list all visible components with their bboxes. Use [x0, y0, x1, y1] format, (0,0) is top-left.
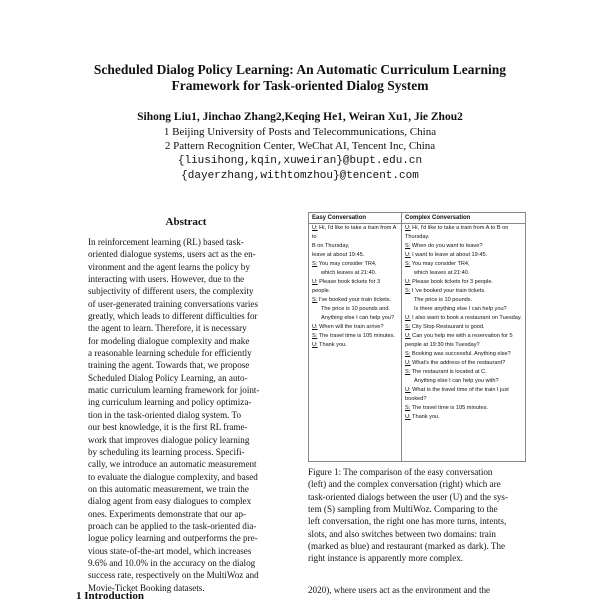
utterance-text: The travel time is 105 minutes.: [318, 333, 395, 339]
utterance-text: Can you help me with a reservation for 5: [412, 333, 513, 339]
utterance-text: The restaurant is located at C.: [411, 369, 487, 375]
utterance-text: I also want to book a restaurant on Tuesday.: [412, 315, 522, 321]
abstract-line: ing curriculum learning and policy optimiza-: [88, 397, 252, 408]
utterance-text: I 've booked your train tickets.: [411, 288, 486, 294]
dialog-turn-line: [309, 332, 401, 341]
speaker-tag: S:: [405, 351, 411, 357]
speaker-tag: U:: [405, 333, 411, 339]
dialog-turn-line: [402, 413, 525, 422]
dialog-turn-line: [309, 323, 401, 332]
utterance-text: Please book tickets for 3 people.: [312, 279, 381, 294]
utterance-text: B on Thursday,: [312, 243, 350, 249]
dialog-turn-line: [309, 314, 401, 323]
caption-line: left conversation, the right one has more turns, intents,: [308, 516, 507, 527]
dialog-turn-line: [402, 251, 525, 260]
dialog-turn-line: [402, 395, 525, 404]
dialog-turn-line: [402, 224, 525, 233]
abstract-line: the agent to learn. Therefore, it is necessary: [88, 323, 247, 334]
abstract-heading: Abstract: [165, 216, 207, 228]
abstract-line: In reinforcement learning (RL) based task-: [88, 237, 244, 247]
utterance-text: When do you want to leave?: [411, 243, 483, 249]
abstract-line: our best knowledge, it is the first RL frame-: [88, 422, 248, 433]
caption-line: task-oriented dialogs between the user (U) and the sys-: [308, 491, 509, 502]
utterance-text: Thursday.: [405, 234, 430, 240]
easy-conversation-column: [309, 213, 402, 461]
utterance-text: Anything else I can help you?: [321, 315, 395, 321]
utterance-text: Is there anything else I can help you?: [414, 306, 507, 312]
speaker-tag: U:: [312, 225, 318, 231]
abstract-line: work that improves dialogue policy learning: [88, 434, 250, 445]
dialog-turn-line: [309, 224, 401, 242]
abstract-line: subjectivity of different users, the complexity: [88, 286, 254, 297]
easy-conversation-header: Easy Conversation: [309, 213, 401, 224]
utterance-text: The price is 10 pounds.: [414, 297, 473, 303]
utterance-text: City Stop Restaurant is good.: [411, 324, 485, 330]
speaker-tag: S:: [405, 261, 411, 267]
easy-conversation-turns: [309, 224, 401, 350]
complex-conversation-header: Complex Conversation: [402, 213, 525, 224]
complex-conversation-turns: [402, 224, 525, 422]
figure-1-caption: [308, 466, 524, 565]
speaker-tag: U:: [405, 360, 411, 366]
utterance-text: which leaves at 21:40.: [321, 270, 377, 276]
affiliation-2: 2 Pattern Recognition Center, WeChat AI, Tencent Inc, China: [164, 140, 436, 152]
email-line-2: {dayerzhang,withtomzhou}@tencent.com: [181, 170, 419, 182]
abstract-line: interacting with users. However, due to the: [88, 274, 245, 285]
utterance-text: What is the travel time of the train I just: [412, 387, 509, 393]
speaker-tag: S:: [405, 405, 411, 411]
dialog-turn-line: [309, 305, 401, 314]
speaker-tag: S:: [405, 288, 411, 294]
utterance-text: I've booked your train tickets.: [318, 297, 392, 303]
dialog-turn-line: [402, 323, 525, 332]
speaker-tag: S:: [405, 324, 411, 330]
dialog-turn-line: [402, 332, 525, 341]
speaker-tag: U:: [405, 414, 411, 420]
dialog-turn-line: [402, 350, 525, 359]
caption-line: tem (S) sampling from MultiWoz. Comparing to the: [308, 504, 498, 515]
dialog-turn-line: [309, 242, 401, 251]
abstract-line: Movie-Ticket Booking datasets.: [88, 582, 205, 593]
abstract-line: to evaluate the dialogue complexity, and based: [88, 471, 258, 482]
speaker-tag: U:: [405, 252, 411, 258]
abstract-line: by scheduling its learning process. Specifi-: [88, 446, 245, 457]
speaker-tag: S:: [405, 243, 411, 249]
utterance-text: I want to leave at about 19:45.: [412, 252, 488, 258]
dialog-turn-line: [402, 359, 525, 368]
caption-line: (left) and the complex conversation (right) which are: [308, 479, 501, 490]
speaker-tag: S:: [312, 333, 318, 339]
complex-conversation-column: [402, 213, 525, 461]
abstract-line: proach can be applied to the task-oriented dia-: [88, 520, 257, 531]
utterance-text: Thank you.: [319, 342, 347, 348]
utterance-text: leave at about 19:45.: [312, 252, 365, 258]
speaker-tag: U:: [312, 342, 318, 348]
speaker-tag: S:: [405, 369, 411, 375]
figure-1-conversations: [308, 212, 526, 462]
dialog-turn-line: [402, 269, 525, 278]
dialog-turn-line: [402, 368, 525, 377]
dialog-turn-line: [402, 377, 525, 386]
utterance-text: Please book tickets for 3 people.: [412, 279, 494, 285]
abstract-line: matic curriculum learning framework for joint-: [88, 385, 260, 396]
abstract-line: vious state-of-the-art model, which increases: [88, 545, 252, 556]
caption-line: right instance is apparently more complex.: [308, 553, 464, 564]
dialog-turn-line: [402, 287, 525, 296]
caption-line: Figure 1: The comparison of the easy conversation: [308, 467, 493, 477]
title-line-1: Scheduled Dialog Policy Learning: An Automatic Curriculum Learning: [93, 62, 507, 77]
dialog-turn-line: [402, 278, 525, 287]
dialog-turn-line: [402, 305, 525, 314]
speaker-tag: U:: [405, 225, 411, 231]
dialog-turn-line: [402, 341, 525, 350]
dialog-turn-line: [309, 260, 401, 269]
title-line-2: Framework for Task-oriented Dialog System: [171, 78, 429, 93]
caption-line: (marked as blue) and restaurant (marked as dark). The: [308, 541, 506, 552]
abstract-line: tion in the task-oriented dialog system. To: [88, 409, 242, 420]
dialog-turn-line: [402, 404, 525, 413]
abstract-line: cally, we introduce an automatic measurement: [88, 459, 257, 470]
dialog-turn-line: [309, 251, 401, 260]
utterance-text: What's the address of the restaurant?: [412, 360, 506, 366]
body-text-line: 2020), where users act as the environment and the: [308, 585, 491, 595]
abstract-line: 9.6% and 10.0% in the accuracy on the dialog: [88, 557, 256, 568]
utterance-text: The travel time is 105 minutes.: [411, 405, 488, 411]
utterance-text: You may consider TR4,: [318, 261, 377, 267]
dialog-turn-line: [402, 314, 525, 323]
abstract-line: dialog agent from easy dialogues to complex: [88, 496, 252, 507]
dialog-turn-line: [309, 269, 401, 278]
utterance-text: The price is 10 pounds and.: [321, 306, 391, 312]
speaker-tag: U:: [312, 279, 318, 285]
abstract-line: oriented dialogue systems, users act as the en-: [88, 249, 256, 260]
utterance-text: When will the train arrive?: [319, 324, 384, 330]
section-heading-introduction: 1 Introduction: [76, 590, 144, 602]
abstract-line: for modeling dialogue complexity and make: [88, 335, 250, 346]
dialog-turn-line: [402, 386, 525, 395]
utterance-text: You may consider TR4,: [411, 261, 470, 267]
dialog-turn-line: [402, 296, 525, 305]
abstract-body: [88, 236, 284, 594]
email-line-1: {liusihong,kqin,xuweiran}@bupt.edu.cn: [177, 155, 423, 167]
utterance-text: which leaves at 21:40.: [414, 270, 470, 276]
abstract-line: success rate, respectively on the MultiWoz and: [88, 570, 259, 581]
dialog-turn-line: [402, 233, 525, 242]
utterance-text: Hi, I'd like to take a train from A to B on: [412, 225, 509, 231]
abstract-line: greatly, which leads to different difficulties for: [88, 311, 258, 322]
speaker-tag: U:: [405, 315, 411, 321]
dialog-turn-line: [309, 278, 401, 296]
dialog-turn-line: [309, 341, 401, 350]
author-list: Sihong Liu1, Jinchao Zhang2,Keqing He1, Weiran Xu1, Jie Zhou2: [137, 111, 463, 123]
utterance-text: Thank you.: [412, 414, 440, 420]
speaker-tag: S:: [312, 297, 318, 303]
speaker-tag: U:: [405, 387, 411, 393]
abstract-line: logue policy learning and outperforms the pre-: [88, 533, 258, 544]
utterance-text: booked?: [405, 396, 427, 402]
speaker-tag: U:: [312, 324, 318, 330]
speaker-tag: S:: [312, 261, 318, 267]
utterance-text: Booking was successful. Anything else?: [411, 351, 511, 357]
caption-line: slots, and also switches between two domains: train: [308, 528, 496, 539]
utterance-text: Anything else I can help you with?: [414, 378, 499, 384]
abstract-line: ones. Experiments demonstrate that our ap-: [88, 508, 247, 519]
speaker-tag: U:: [405, 279, 411, 285]
dialog-turn-line: [309, 296, 401, 305]
abstract-line: on this automatic measurement, we train the: [88, 483, 249, 494]
abstract-line: a reasonable learning schedule for efficiently: [88, 348, 252, 359]
dialog-turn-line: [402, 242, 525, 251]
abstract-line: training the agent. Towards that, we propose: [88, 360, 250, 371]
utterance-text: Hi, I'd like to take a train from A to: [312, 225, 397, 240]
utterance-text: people at 19:30 this Tuesday?: [405, 342, 480, 348]
paper-title: [60, 62, 540, 94]
abstract-line: of user-generated training conversations varies: [88, 298, 259, 309]
affiliation-1: 1 Beijing University of Posts and Telecommunications, China: [163, 126, 437, 138]
dialog-turn-line: [402, 260, 525, 269]
abstract-line: vironment and the agent learns the policy by: [88, 261, 250, 272]
abstract-line: Scheduled Dialog Policy Learning, an auto-: [88, 372, 248, 383]
